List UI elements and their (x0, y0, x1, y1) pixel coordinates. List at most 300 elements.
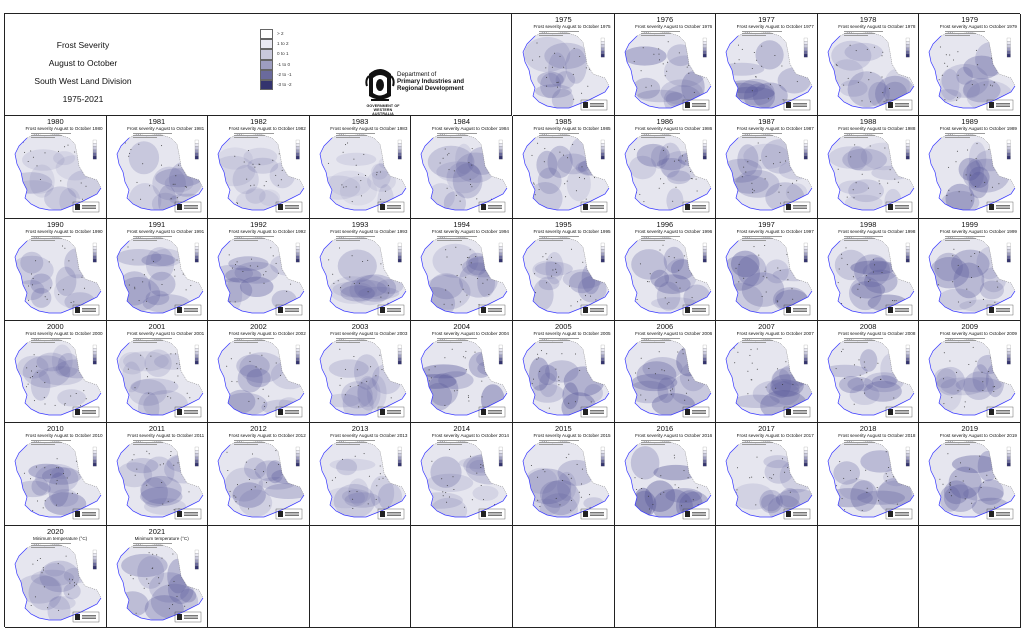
legend-swatch (260, 29, 273, 39)
map-panel (208, 423, 310, 525)
station-dot (255, 167, 256, 168)
mini-legend-swatch (601, 243, 605, 246)
station-dot (958, 75, 959, 76)
station-dot (571, 478, 572, 479)
station-dot (996, 360, 997, 361)
mini-legend-swatch (93, 243, 97, 246)
frost-shading (653, 465, 698, 480)
station-dot (381, 369, 382, 370)
station-dot (391, 352, 392, 353)
map-year: 2007 (758, 322, 775, 331)
mini-crest-icon (685, 204, 690, 210)
station-dot (162, 504, 163, 505)
frost-shading (848, 180, 884, 203)
station-dot (575, 354, 576, 355)
mini-logo-text (590, 105, 604, 106)
mini-legend-swatch (804, 156, 808, 159)
mini-legend-swatch (1007, 348, 1011, 351)
frost-shading (431, 498, 468, 524)
station-dot (877, 363, 878, 364)
station-dot (766, 291, 767, 292)
mini-logo-text (590, 207, 604, 208)
station-dot (788, 354, 789, 355)
map-title: Frost severity August to October 1989 (939, 126, 1017, 132)
station-dot (799, 452, 800, 453)
station-dot (847, 78, 848, 79)
station-dot (190, 285, 191, 286)
station-dot (878, 501, 879, 502)
frost-shading (539, 276, 560, 290)
station-dot (363, 154, 364, 155)
mini-logo-text (184, 516, 198, 517)
mini-legend-swatch (601, 41, 605, 44)
mini-legend-swatch (906, 54, 910, 57)
mini-logo-text (590, 512, 604, 513)
station-dot (853, 276, 854, 277)
station-dot (850, 157, 851, 158)
station-dot (31, 273, 32, 274)
station-dot (470, 179, 471, 180)
station-dot (788, 192, 789, 193)
station-dot (358, 406, 359, 407)
station-dot (755, 76, 756, 77)
mini-legend-swatch (195, 345, 199, 348)
station-dot (143, 587, 144, 588)
station-dot (127, 369, 128, 370)
legend-label: 1 to 2 (277, 41, 289, 47)
mini-legend-swatch (804, 48, 808, 51)
header-panel (5, 14, 512, 116)
station-dot (696, 147, 697, 148)
mini-logo-text (184, 413, 198, 414)
frost-shading (32, 478, 49, 496)
station-dot (591, 402, 592, 403)
map-year: 1977 (758, 15, 775, 24)
mini-logo-text (895, 412, 909, 413)
mini-legend-swatch (601, 147, 605, 150)
mini-legend-swatch (703, 144, 707, 147)
mini-logo-text (387, 410, 401, 411)
station-dot (387, 262, 388, 263)
station-dot (130, 575, 131, 576)
station-dot (648, 281, 649, 282)
mini-legend-swatch (296, 358, 300, 361)
station-dot (641, 488, 642, 489)
station-dot (634, 149, 635, 150)
mini-legend-swatch (804, 38, 808, 41)
map-year: 1990 (46, 219, 64, 229)
station-dot (854, 145, 855, 146)
map-year: 1987 (758, 117, 775, 127)
station-dot (841, 253, 842, 254)
station-dot (347, 143, 348, 144)
station-dot (128, 284, 129, 285)
mini-logo-text (387, 309, 401, 310)
station-dot (569, 285, 570, 286)
mini-legend-swatch (1007, 54, 1011, 57)
station-dot (179, 251, 180, 252)
station-dot (286, 305, 287, 306)
map-title: Frost severity August to October 1998 (838, 228, 916, 234)
mini-legend-swatch (93, 140, 97, 143)
empty-panel (818, 526, 920, 628)
station-dot (649, 273, 650, 274)
station-dot (477, 473, 478, 474)
station-dot (30, 479, 31, 480)
mini-legend-swatch (703, 44, 707, 47)
map-subtitle (133, 132, 177, 140)
station-dot (758, 143, 759, 144)
mini-logo-text (82, 205, 96, 206)
mini-legend-swatch (195, 463, 199, 466)
station-dot (876, 487, 877, 488)
station-dot (36, 366, 37, 367)
station-dot (957, 97, 958, 98)
station-dot (675, 187, 676, 188)
mini-legend-swatch (93, 566, 97, 569)
mini-legend-swatch (601, 454, 605, 457)
station-dot (152, 553, 153, 554)
station-dot (452, 304, 453, 305)
mini-legend-swatch (601, 153, 605, 156)
map-subtitle (336, 235, 380, 243)
station-dot (47, 607, 48, 608)
mini-logo-text (895, 207, 909, 208)
station-dot (976, 361, 977, 362)
frost-shading (622, 46, 666, 65)
mini-legend-swatch (296, 252, 300, 255)
station-dot (464, 507, 465, 508)
mini-logo-text (184, 616, 198, 617)
station-dot (84, 149, 85, 150)
station-dot (557, 82, 558, 83)
station-dot (586, 351, 587, 352)
station-dot (787, 467, 788, 468)
station-dot (342, 152, 343, 153)
station-dot (230, 491, 231, 492)
mini-logo-text (590, 514, 604, 515)
mini-legend-swatch (398, 451, 402, 454)
station-dot (135, 612, 136, 613)
mini-legend-swatch (499, 140, 503, 143)
mini-logo-text (692, 410, 706, 411)
station-dot (567, 158, 568, 159)
station-dot (884, 148, 885, 149)
station-dot (546, 353, 547, 354)
frost-shading (429, 373, 459, 406)
station-dot (958, 265, 959, 266)
mini-logo-text (488, 410, 502, 411)
station-dot (538, 357, 539, 358)
station-dot (472, 148, 473, 149)
frost-shading (354, 354, 379, 389)
station-dot (469, 401, 470, 402)
mini-legend-swatch (93, 259, 97, 262)
station-dot (457, 390, 458, 391)
station-dot (555, 263, 556, 264)
mini-logo-text (692, 514, 706, 515)
mini-logo-text (996, 516, 1010, 517)
station-dot (170, 455, 171, 456)
station-dot (47, 298, 48, 299)
frost-shading (769, 380, 814, 405)
mini-legend-swatch (499, 447, 503, 450)
station-dot (749, 478, 750, 479)
station-dot (375, 375, 376, 376)
station-dot (835, 368, 836, 369)
mini-legend-swatch (398, 246, 402, 249)
station-dot (28, 300, 29, 301)
mini-legend-swatch (906, 246, 910, 249)
map-year: 1997 (758, 219, 775, 229)
mini-legend-swatch (296, 457, 300, 460)
station-dot (573, 74, 574, 75)
station-dot (31, 605, 32, 606)
station-dot (995, 301, 996, 302)
station-dot (182, 273, 183, 274)
map-title: Frost severity August to October 1979 (939, 24, 1017, 29)
station-dot (690, 178, 691, 179)
station-dot (88, 170, 89, 171)
mini-logo-text (387, 209, 401, 210)
map-subtitle (539, 439, 583, 447)
mini-legend-swatch (499, 348, 503, 351)
mini-legend-swatch (296, 454, 300, 457)
station-dot (755, 505, 756, 506)
frost-shading (329, 459, 375, 471)
map-subtitle (31, 132, 75, 140)
station-dot (466, 351, 467, 352)
station-dot (967, 288, 968, 289)
station-dot (44, 397, 45, 398)
station-dot (683, 255, 684, 256)
mini-logo-text (590, 311, 604, 312)
station-dot (567, 181, 568, 182)
mini-legend-swatch (398, 255, 402, 258)
map-panel (411, 116, 513, 218)
station-dot (639, 263, 640, 264)
mini-legend-swatch (499, 457, 503, 460)
mini-legend-swatch (296, 351, 300, 354)
station-dot (847, 264, 848, 265)
map-subtitle (641, 337, 685, 345)
map-subtitle (336, 439, 380, 447)
mini-crest-icon (989, 204, 994, 210)
map-subtitle (844, 439, 888, 447)
mini-legend-swatch (804, 460, 808, 463)
station-dot (788, 279, 789, 280)
station-dot (943, 378, 944, 379)
mini-crest-icon (177, 409, 182, 415)
map-panel (513, 321, 615, 423)
station-dot (562, 480, 563, 481)
mini-logo-text (184, 207, 198, 208)
mini-crest-icon (481, 409, 486, 415)
station-dot (751, 379, 752, 380)
map-title: Frost severity August to October 1982 (228, 126, 306, 132)
station-dot (249, 479, 250, 480)
station-dot (956, 162, 957, 163)
mini-legend-swatch (499, 153, 503, 156)
mini-legend-swatch (499, 255, 503, 258)
map-title: Frost severity August to October 1999 (939, 228, 1017, 234)
mini-legend-swatch (93, 355, 97, 358)
map-year: 1999 (961, 219, 979, 229)
station-dot (994, 82, 995, 83)
frost-shading (226, 390, 255, 414)
mini-legend-swatch (195, 559, 199, 562)
station-dot (341, 185, 342, 186)
mini-legend-swatch (499, 355, 503, 358)
station-dot (463, 356, 464, 357)
station-dot (688, 73, 689, 74)
station-dot (24, 152, 25, 153)
station-dot (353, 159, 354, 160)
mini-logo-text (82, 413, 96, 414)
station-dot (176, 368, 177, 369)
station-dot (773, 164, 774, 165)
station-dot (639, 194, 640, 195)
station-dot (67, 478, 68, 479)
station-dot (869, 146, 870, 147)
mini-legend-swatch (601, 249, 605, 252)
mini-legend-swatch (601, 38, 605, 41)
mini-legend-swatch (93, 460, 97, 463)
station-dot (445, 149, 446, 150)
station-dot (663, 183, 664, 184)
map-subtitle (31, 235, 75, 243)
mini-logo-text (996, 308, 1010, 309)
legend-swatch (260, 70, 273, 80)
mini-legend-swatch (398, 249, 402, 252)
station-dot (232, 381, 233, 382)
map-year: 2008 (859, 322, 877, 331)
station-dot (250, 361, 251, 362)
station-dot (790, 264, 791, 265)
mini-legend-swatch (499, 156, 503, 159)
station-dot (777, 300, 778, 301)
station-dot (697, 57, 698, 58)
mini-logo-text (184, 311, 198, 312)
station-dot (689, 265, 690, 266)
station-dot (35, 596, 36, 597)
mini-crest-icon (685, 102, 690, 108)
mini-logo-text (184, 615, 198, 616)
station-dot (864, 393, 865, 394)
mini-logo-text (692, 205, 706, 206)
station-dot (391, 481, 392, 482)
station-dot (445, 405, 446, 406)
mini-legend-swatch (804, 44, 808, 47)
map-title: Frost severity August to October 1997 (736, 228, 814, 234)
frost-shading (864, 269, 897, 293)
map-subtitle (742, 235, 786, 243)
station-dot (257, 265, 258, 266)
station-dot (675, 282, 676, 283)
frost-shading (539, 373, 557, 398)
station-dot (742, 49, 743, 50)
mini-legend-swatch (398, 358, 402, 361)
station-dot (37, 372, 38, 373)
map-title: Frost severity August to October 1992 (228, 228, 306, 234)
station-dot (780, 203, 781, 204)
mini-legend-swatch (296, 255, 300, 258)
mini-legend-swatch (195, 454, 199, 457)
map-panel (107, 423, 209, 525)
station-dot (482, 396, 483, 397)
map-panel (513, 423, 615, 525)
mini-logo-text (488, 308, 502, 309)
station-dot (128, 156, 129, 157)
station-dot (975, 186, 976, 187)
mini-legend-swatch (601, 358, 605, 361)
station-dot (696, 191, 697, 192)
station-dot (345, 144, 346, 145)
station-dot (435, 366, 436, 367)
map-year: 1975 (554, 15, 572, 24)
mini-legend-swatch (93, 249, 97, 252)
mini-logo-text (82, 618, 96, 619)
station-dot (227, 470, 228, 471)
station-dot (885, 474, 886, 475)
mini-legend-swatch (296, 243, 300, 246)
station-dot (429, 380, 430, 381)
station-dot (672, 389, 673, 390)
station-dot (476, 256, 477, 257)
station-dot (981, 487, 982, 488)
frost-shading (270, 163, 296, 189)
station-dot (177, 376, 178, 377)
station-dot (658, 54, 659, 55)
station-dot (1000, 157, 1001, 158)
title-line-4: 1975-2021 (62, 94, 104, 104)
station-dot (650, 85, 651, 86)
map-subtitle (844, 337, 888, 345)
mini-logo-text (387, 308, 401, 309)
mini-legend-swatch (703, 38, 707, 41)
station-dot (131, 460, 132, 461)
station-dot (81, 183, 82, 184)
station-dot (796, 181, 797, 182)
station-dot (246, 179, 247, 180)
station-dot (184, 605, 185, 606)
mini-legend-swatch (804, 454, 808, 457)
station-dot (33, 278, 34, 279)
station-dot (579, 177, 580, 178)
station-dot (73, 301, 74, 302)
station-dot (941, 201, 942, 202)
mini-legend-swatch (93, 150, 97, 153)
station-dot (537, 354, 538, 355)
empty-panel (513, 526, 615, 628)
mini-legend-swatch (1007, 463, 1011, 466)
station-dot (469, 162, 470, 163)
station-dot (743, 277, 744, 278)
station-dot (642, 47, 643, 48)
mini-legend-swatch (398, 144, 402, 147)
frost-shading (51, 467, 71, 479)
station-dot (898, 371, 899, 372)
frost-shading (978, 451, 999, 481)
station-dot (376, 172, 377, 173)
station-dot (858, 359, 859, 360)
station-dot (351, 255, 352, 256)
mini-logo-text (590, 308, 604, 309)
station-dot (352, 499, 353, 500)
station-dot (176, 198, 177, 199)
mini-legend-swatch (93, 463, 97, 466)
station-dot (380, 474, 381, 475)
